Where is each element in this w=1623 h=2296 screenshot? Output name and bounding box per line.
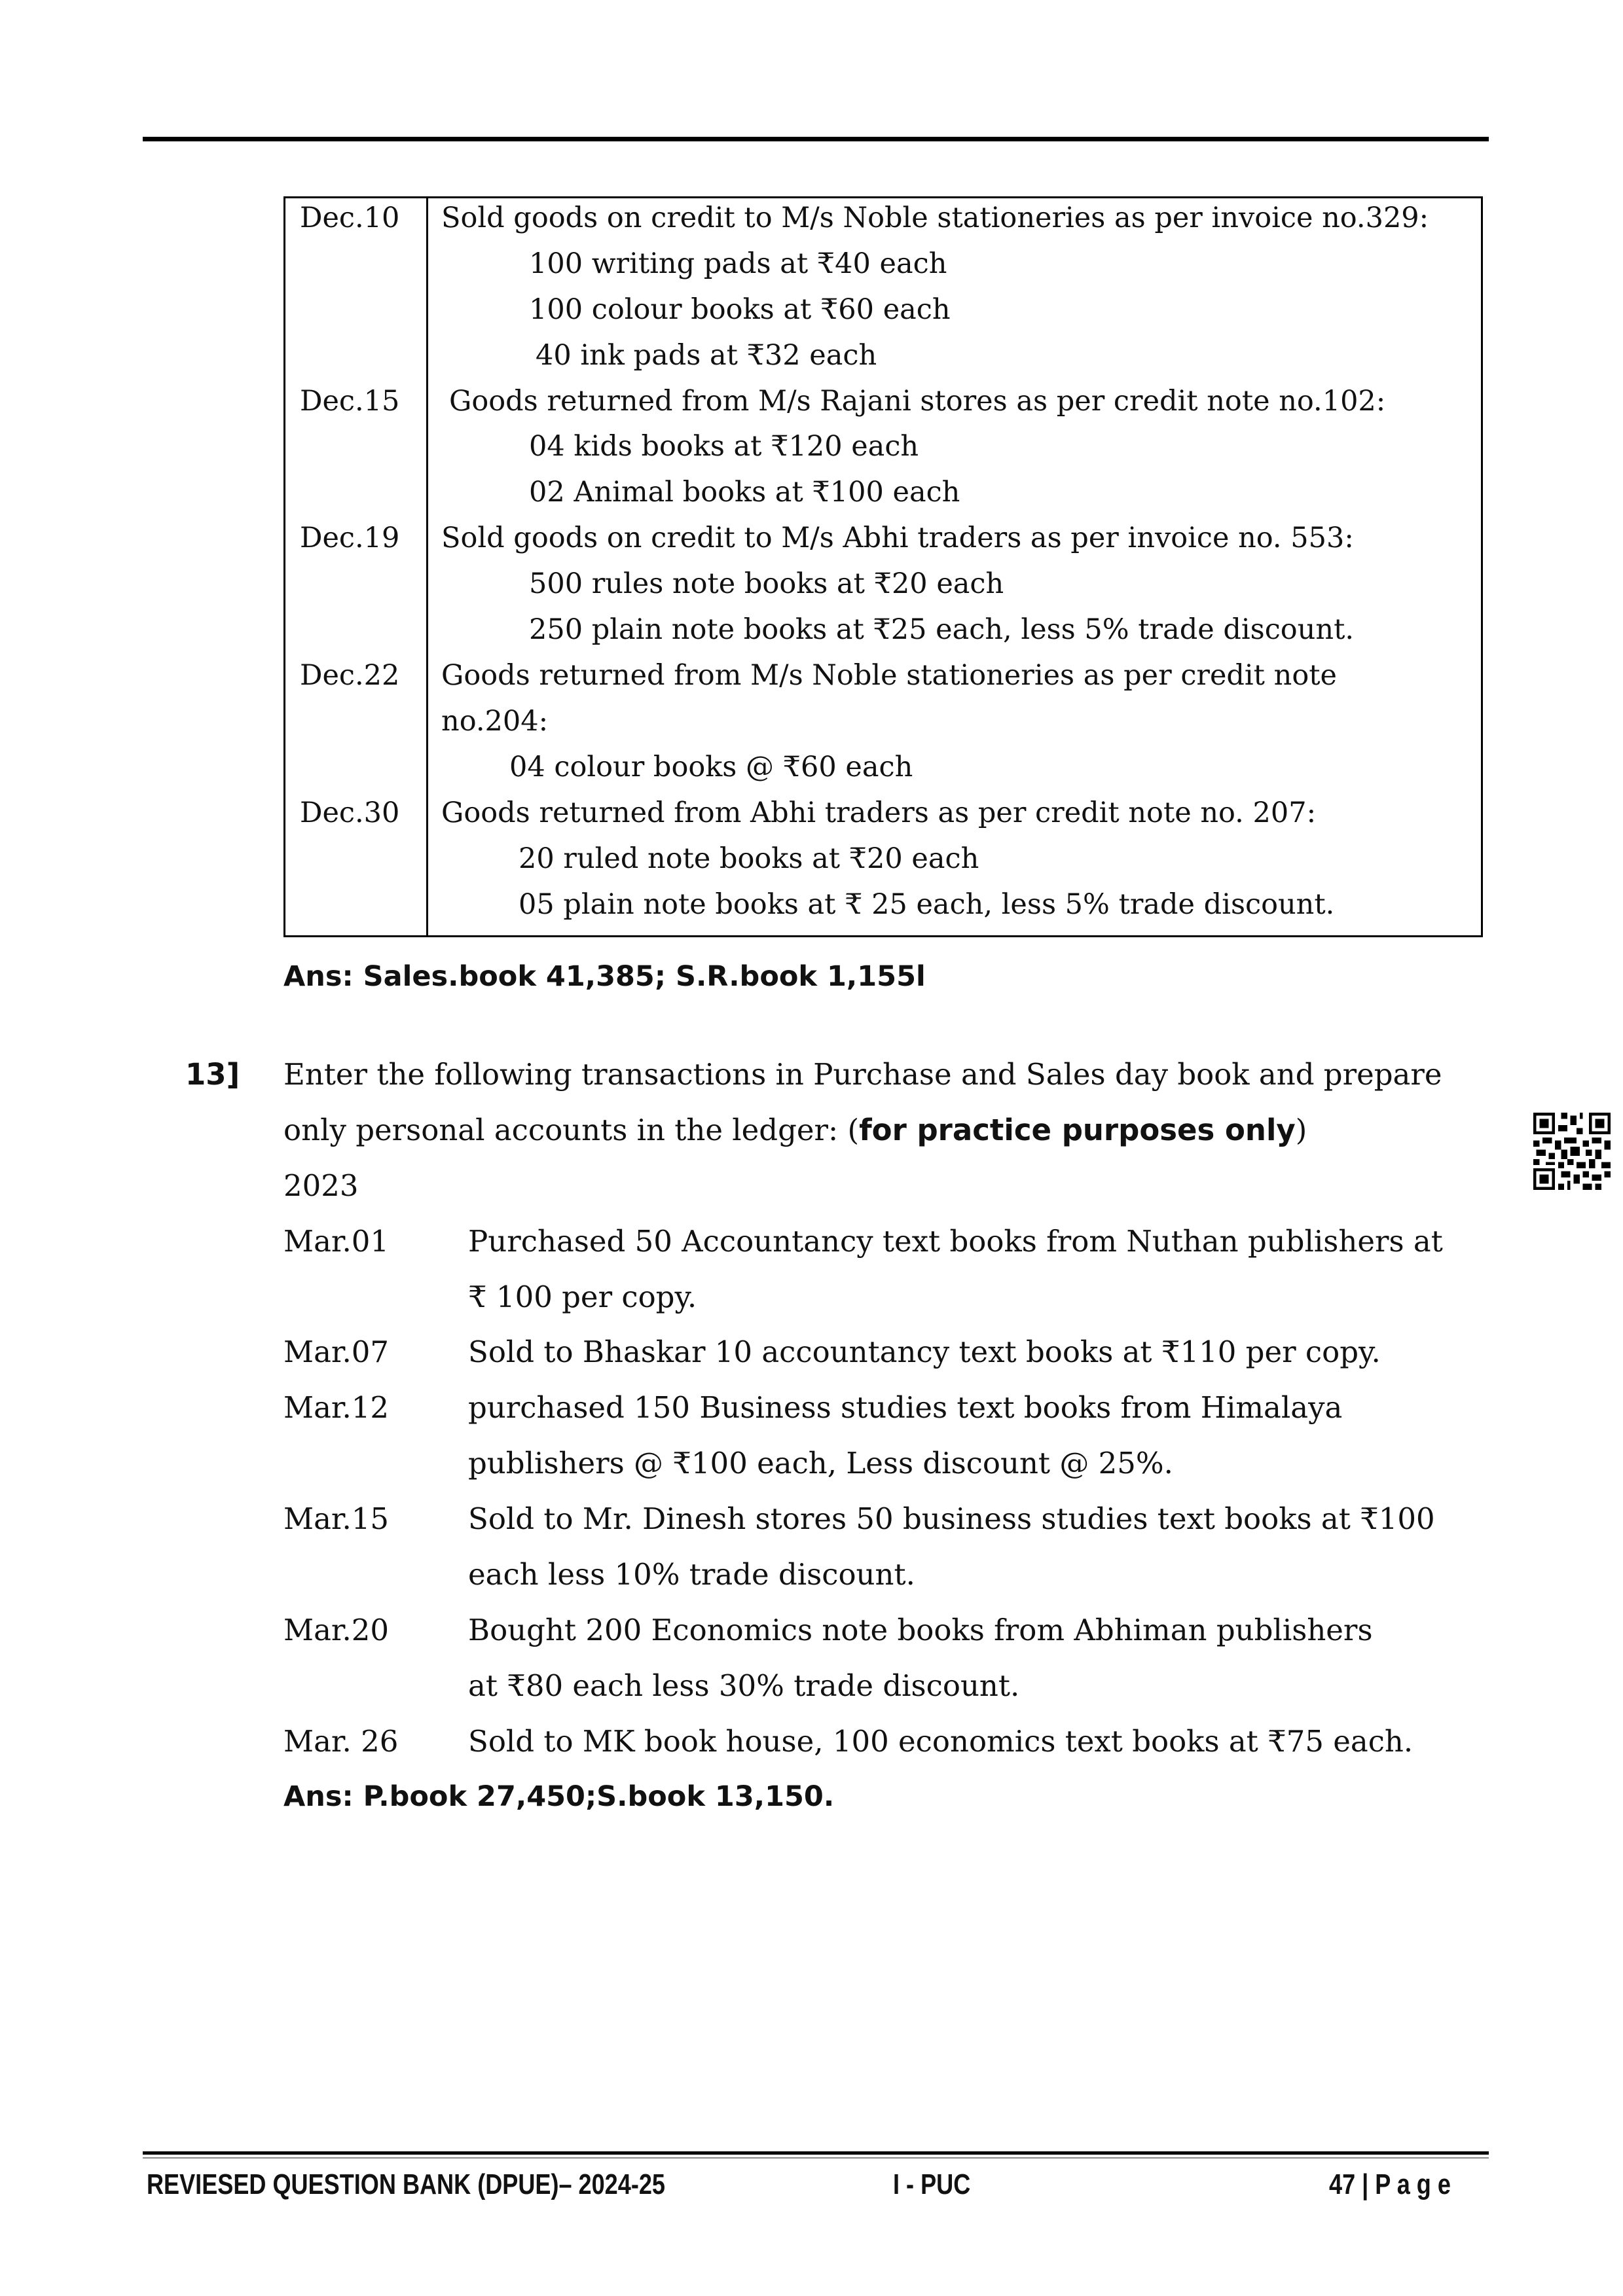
row-item: 100 colour books at ₹60 each	[529, 293, 951, 326]
row-item: 100 writing pads at ₹40 each	[529, 247, 947, 280]
row-description: Sold goods on credit to M/s Noble stationeries as per invoice no.329:	[441, 202, 1429, 234]
question-intro-line2: only personal accounts in the ledger: (for practice purposes only)	[283, 1113, 1307, 1147]
row-description: Goods returned from M/s Rajani stores as per credit note no.102:	[449, 385, 1386, 418]
question-intro-line1: Enter the following transactions in Purchase and Sales day book and prepare	[283, 1057, 1442, 1092]
footer-rule	[143, 2151, 1489, 2155]
row-item: 02 Animal books at ₹100 each	[529, 476, 960, 509]
row-item: 20 ruled note books at ₹20 each	[519, 842, 979, 875]
txn-date: Mar.12	[283, 1390, 390, 1425]
txn-text: each less 10% trade discount.	[468, 1557, 915, 1592]
row-date: Dec.30	[300, 797, 400, 829]
txn-text: Bought 200 Economics note books from Abhiman publishers	[468, 1613, 1373, 1647]
row-item: 04 kids books at ₹120 each	[529, 430, 919, 463]
row-date: Dec.22	[300, 659, 400, 692]
row-item: 05 plain note books at ₹ 25 each, less 5% trade discount.	[519, 888, 1335, 921]
row-description: Sold goods on credit to M/s Abhi traders as per invoice no. 553:	[441, 522, 1354, 554]
row-description-cont: no.204:	[441, 705, 549, 738]
txn-text: Purchased 50 Accountancy text books from Nuthan publishers at	[468, 1224, 1443, 1259]
footer-class: I - PUC	[893, 2168, 971, 2200]
header-rule	[143, 137, 1489, 141]
row-date: Dec.15	[300, 385, 400, 418]
page-number: 47 | P a g e	[1329, 2168, 1451, 2200]
txn-text: Sold to Bhaskar 10 accountancy text books at ₹110 per copy.	[468, 1335, 1381, 1369]
question-year: 2023	[283, 1168, 359, 1203]
txn-date: Mar.01	[283, 1224, 390, 1259]
row-description: Goods returned from M/s Noble stationeries as per credit note	[441, 659, 1337, 692]
transactions-table	[283, 196, 1483, 937]
answer-sales-book: Ans: Sales.book 41,385; S.R.book 1,155l	[283, 960, 926, 993]
txn-text: publishers @ ₹100 each, Less discount @ 25%.	[468, 1446, 1173, 1480]
row-item: 04 colour books @ ₹60 each	[509, 751, 913, 783]
qr-code-icon	[1532, 1113, 1612, 1190]
row-item: 250 plain note books at ₹25 each, less 5% trade discount.	[529, 613, 1355, 646]
footer-title: REVIESED QUESTION BANK (DPUE)– 2024-25	[147, 2168, 665, 2200]
answer-purchase-sales: Ans: P.book 27,450;S.book 13,150.	[283, 1780, 835, 1813]
txn-text: ₹ 100 per copy.	[468, 1280, 697, 1314]
practice-note: for practice purposes only	[859, 1113, 1296, 1147]
footer-rule-thin	[143, 2157, 1489, 2159]
txn-text: purchased 150 Business studies text books from Himalaya	[468, 1390, 1343, 1425]
row-item: 500 rules note books at ₹20 each	[529, 567, 1004, 600]
txn-text: at ₹80 each less 30% trade discount.	[468, 1668, 1020, 1703]
column-divider	[426, 198, 428, 935]
txn-text: Sold to MK book house, 100 economics text books at ₹75 each.	[468, 1724, 1413, 1759]
row-date: Dec.10	[300, 202, 400, 234]
txn-date: Mar.20	[283, 1613, 390, 1647]
txn-date: Mar. 26	[283, 1724, 399, 1759]
txn-date: Mar.07	[283, 1335, 390, 1369]
txn-text: Sold to Mr. Dinesh stores 50 business studies text books at ₹100	[468, 1501, 1435, 1536]
row-description: Goods returned from Abhi traders as per credit note no. 207:	[441, 797, 1317, 829]
question-number: 13]	[185, 1057, 240, 1092]
txn-date: Mar.15	[283, 1501, 390, 1536]
row-item: 40 ink pads at ₹32 each	[536, 339, 877, 372]
row-date: Dec.19	[300, 522, 400, 554]
